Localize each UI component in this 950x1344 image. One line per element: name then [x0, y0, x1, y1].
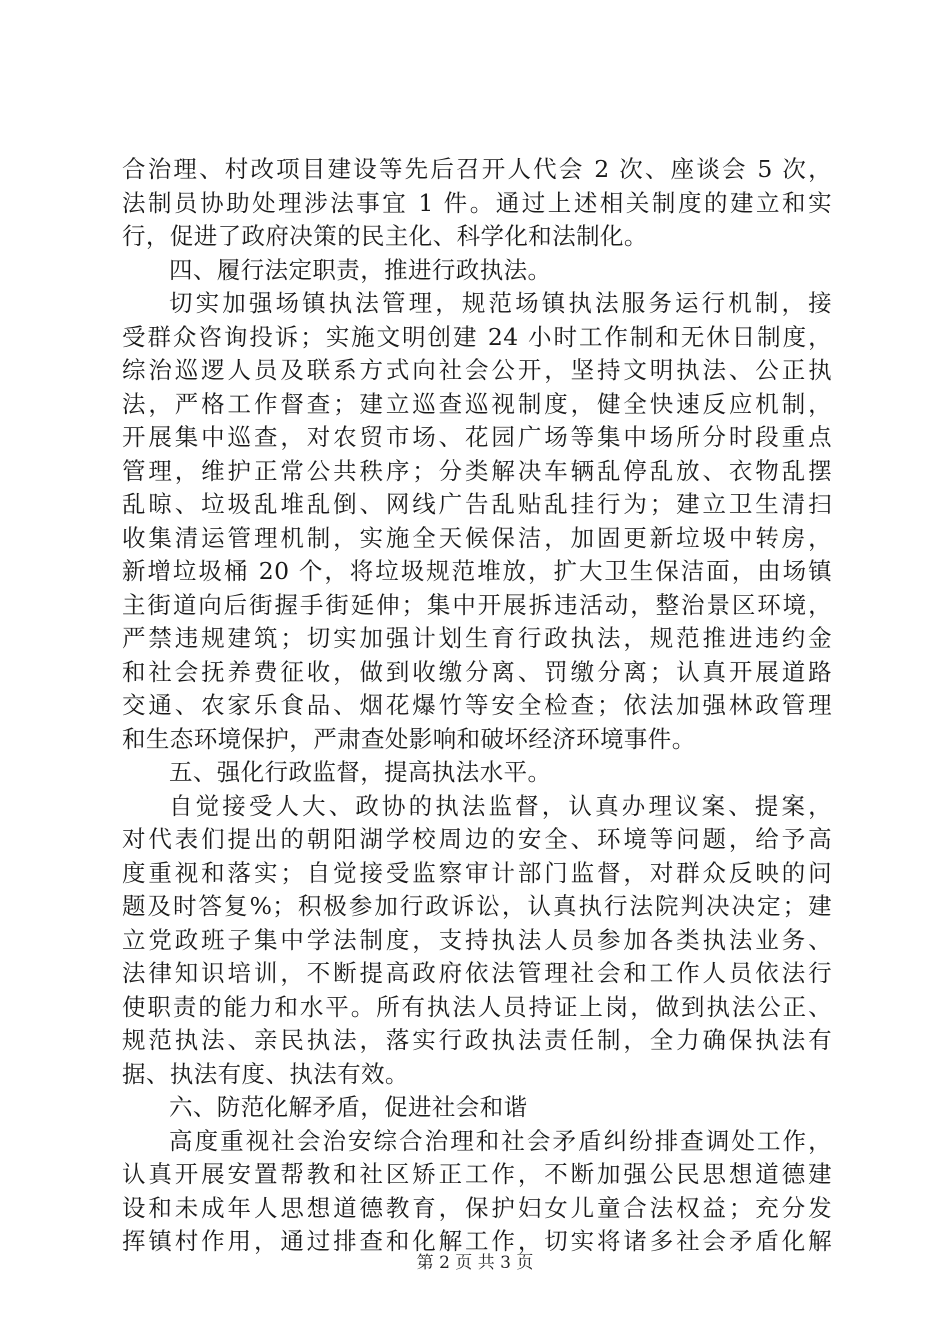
text-line: 主街道向后街握手街延伸；集中开展拆违活动，整治景区环境，	[122, 590, 832, 619]
paragraph-start-line: 高度重视社会治安综合治理和社会矛盾纠纷排查调处工作，	[169, 1126, 832, 1155]
paragraph-start-line: 切实加强场镇执法管理，规范场镇执法服务运行机制，接	[169, 289, 832, 317]
text-line: 管理，维护正常公共秩序；分类解决车辆乱停乱放、衣物乱摆	[122, 456, 832, 485]
text-line: 严禁违规建筑；切实加强计划生育行政执法，规范推进违约金	[122, 624, 832, 652]
paragraph-start-line: 六、防范化解矛盾，促进社会和谐	[169, 1093, 528, 1121]
text-line: 行，促进了政府决策的民主化、科学化和法制化。	[122, 222, 648, 250]
text-line: 受群众咨询投诉；实施文明创建 24 小时工作制和无休日制度，	[122, 322, 832, 351]
text-line: 法制员协助处理涉法事宜 1 件。通过上述相关制度的建立和实	[122, 188, 832, 217]
text-line: 法，严格工作督查；建立巡查巡视制度，健全快速反应机制，	[122, 389, 832, 418]
text-line: 对代表们提出的朝阳湖学校周边的安全、环境等问题，给予高	[122, 825, 832, 853]
text-line: 据、执法有度、执法有效。	[122, 1059, 409, 1088]
text-line: 合治理、村改项目建设等先后召开人代会 2 次、座谈会 5 次，	[122, 155, 832, 183]
text-line: 题及时答复%；积极参加行政诉讼，认真执行法院判决决定；建	[122, 892, 832, 920]
paragraph-start-line: 四、履行法定职责，推进行政执法。	[169, 255, 552, 284]
text-line: 挥镇村作用，通过排查和化解工作，切实将诸多社会矛盾化解	[122, 1227, 832, 1255]
document-body	[122, 153, 832, 1259]
text-line: 开展集中巡查，对农贸市场、花园广场等集中场所分时段重点	[122, 423, 832, 451]
text-line: 乱晾、垃圾乱堆乱倒、网线广告乱贴乱挂行为；建立卫生清扫	[122, 490, 832, 518]
text-line: 和生态环境保护，严肃查处影响和破坏经济环境事件。	[122, 724, 696, 753]
paragraph-start-line: 五、强化行政监督，提高执法水平。	[169, 758, 552, 786]
text-line: 规范执法、亲民执法，落实行政执法责任制，全力确保执法有	[122, 1026, 832, 1054]
text-line: 认真开展安置帮教和社区矫正工作，不断加强公民思想道德建	[122, 1160, 832, 1188]
text-line: 和社会抚养费征收，做到收缴分离、罚缴分离；认真开展道路	[122, 657, 832, 686]
text-line: 交通、农家乐食品、烟花爆竹等安全检查；依法加强林政管理	[122, 691, 832, 719]
text-line: 新增垃圾桶 20 个，将垃圾规范堆放，扩大卫生保洁面，由场镇	[122, 557, 832, 585]
text-line: 收集清运管理机制，实施全天候保洁，加固更新垃圾中转房，	[122, 523, 832, 552]
text-line: 法律知识培训，不断提高政府依法管理社会和工作人员依法行	[122, 959, 832, 987]
text-line: 设和未成年人思想道德教育，保护妇女儿童合法权益；充分发	[122, 1193, 832, 1222]
text-line: 立党政班子集中学法制度，支持执法人员参加各类执法业务、	[122, 925, 832, 954]
text-line: 度重视和落实；自觉接受监察审计部门监督，对群众反映的问	[122, 858, 832, 887]
page-footer: 第 2 页 共 3 页	[416, 1253, 534, 1273]
paragraph-start-line: 自觉接受人大、政协的执法监督，认真办理议案、提案，	[169, 791, 832, 820]
text-line: 使职责的能力和水平。所有执法人员持证上岗，做到执法公正、	[122, 992, 832, 1021]
text-line: 综治巡逻人员及联系方式向社会公开，坚持文明执法、公正执	[122, 356, 832, 384]
